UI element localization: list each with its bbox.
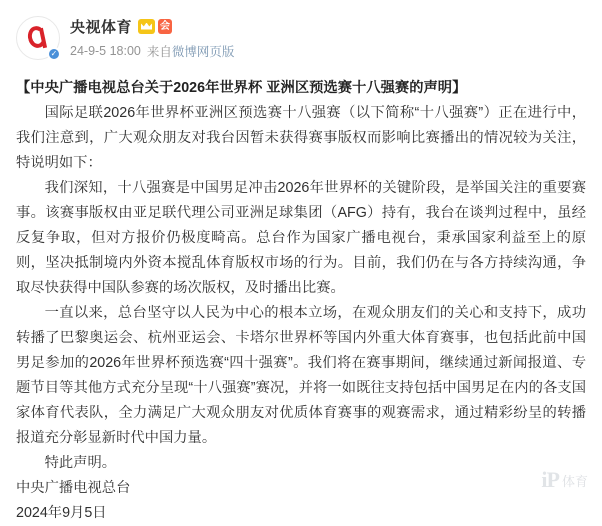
verified-check-icon: ✓	[47, 47, 61, 61]
post-paragraph-title: 【中央广播电视总台关于2026年世界杯 亚洲区预选赛十八强赛的声明】	[16, 80, 467, 96]
post-meta	[70, 42, 234, 60]
member-badge-icon[interactable]: 会	[160, 20, 171, 32]
post-content	[16, 76, 586, 526]
avatar[interactable]	[16, 16, 60, 60]
post-source-link[interactable]: 微博网页版	[171, 45, 235, 59]
post-header	[16, 14, 586, 70]
watermark-brand: iP	[541, 467, 559, 492]
post-signature-date: 2024年9月5日	[16, 505, 107, 521]
post-paragraph-closing: 特此声明。	[44, 455, 117, 471]
account-name-row	[70, 16, 234, 36]
account-block	[70, 14, 234, 60]
post-timestamp: 24-9-5 18:00	[70, 44, 141, 58]
post-source-prefix: 来自	[146, 45, 172, 59]
crown-badge-icon[interactable]	[138, 19, 155, 34]
post-paragraph: 一直以来，总台坚守以人民为中心的根本立场，在观众朋友们的关心和支持下，成功转播了巴黎奥运会、杭州亚运会、卡塔尔世界杯等国内外重大体育赛事，也包括此前中国男足参加的2026年世界杯预选赛“四十强赛”。我们将在赛事期间，继续通过新闻报道、专题节目等其他方式充分呈现“十八强赛”赛况，并将一如既往支持包括中国男足在内的各支国家体育代表队，全力满足广大观众朋友对优质体育赛事的观赛需求，通过精彩纷呈的转播报道充分彰显新时代中国力量。	[16, 305, 586, 446]
post-paragraph: 国际足联2026年世界杯亚洲区预选赛十八强赛（以下简称“十八强赛”）正在进行中，我们注意到，广大观众朋友对我台因暂未获得赛事版权而影响比赛播出的情况较为关注，特说明如下：	[16, 105, 586, 171]
cctv-logo-icon	[28, 26, 48, 50]
account-name[interactable]: 央视体育	[70, 18, 133, 36]
watermark	[541, 467, 588, 493]
post-paragraph: 我们深知，十八强赛是中国男足冲击2026年世界杯的关键阶段，是举国关注的重要赛事。该赛事版权由亚足联代理公司亚洲足球集团（AFG）持有，我台在谈判过程中，虽经反复争取，但对方报价仍极度畸高。总台作为国家广播电视台，秉承国家利益至上的原则，坚决抵制境内外资本搅乱体育版权市场的行为。目前，我们仍在与各方持续沟通，争取尽快获得中国队参赛的场次版权，及时播出比赛。	[16, 180, 586, 296]
watermark-suffix: 体育	[561, 473, 588, 489]
post-signature-org: 中央广播电视总台	[16, 480, 131, 496]
